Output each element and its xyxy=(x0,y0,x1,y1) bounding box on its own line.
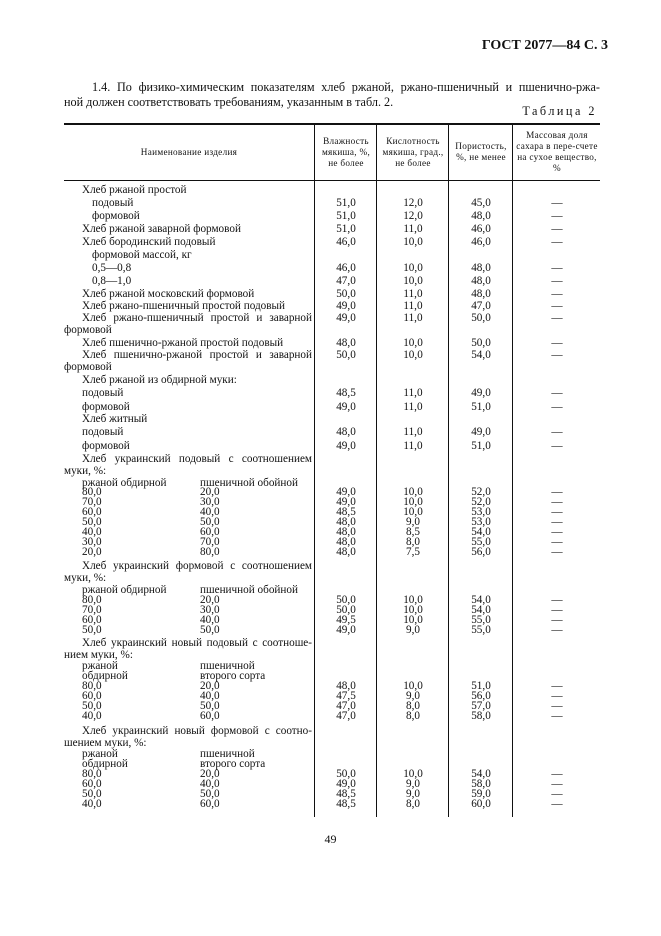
table-row xyxy=(64,440,600,453)
sugar-value: — xyxy=(551,210,563,222)
moisture-value: 49,0 xyxy=(336,496,356,508)
flour-share-wheat: 70,0 xyxy=(200,536,220,548)
porosity-value: 51,0 xyxy=(471,440,491,452)
product-name: Хлеб ржаной из обдирной муки: xyxy=(82,374,237,386)
sugar-value: — xyxy=(551,486,563,498)
acidity-value: 10,0 xyxy=(403,262,423,274)
table-row xyxy=(64,453,600,479)
product-name: подовый xyxy=(92,197,134,209)
product-name: 0,8—1,0 xyxy=(92,275,132,287)
moisture-value: 48,0 xyxy=(336,680,356,692)
product-name: формовой xyxy=(82,401,130,413)
column-header-porosity: Пористость, %, не менее xyxy=(455,141,507,162)
acidity-value: 10,0 xyxy=(403,506,423,518)
acidity-value: 11,0 xyxy=(403,223,423,235)
flour-share-rye: 60,0 xyxy=(82,506,102,518)
porosity-value: 46,0 xyxy=(471,223,491,235)
table-row xyxy=(64,197,600,210)
porosity-value: 54,0 xyxy=(471,594,491,606)
flour-share-wheat: 50,0 xyxy=(200,624,220,636)
product-name: Хлеб украинский формовой с соотношением муки, %: xyxy=(64,560,312,584)
flour-share-rye: ржаной xyxy=(82,748,118,760)
porosity-value: 56,0 xyxy=(471,690,491,702)
flour-share-wheat: пшеничной xyxy=(200,748,255,760)
acidity-value: 9,0 xyxy=(406,690,420,702)
intro-line-1: 1.4. По физико-химическим показателям хлеб ржаной, ржано-пшеничный и пшенично-ржа- xyxy=(92,80,600,94)
table-row xyxy=(64,262,600,275)
flour-share-wheat: 20,0 xyxy=(200,594,220,606)
flour-share-wheat: 60,0 xyxy=(200,710,220,722)
table-row xyxy=(64,312,600,338)
sugar-value: — xyxy=(551,546,563,558)
flour-share-rye: 80,0 xyxy=(82,680,102,692)
moisture-value: 48,0 xyxy=(336,516,356,528)
flour-share-wheat: 20,0 xyxy=(200,486,220,498)
porosity-value: 47,0 xyxy=(471,300,491,312)
porosity-value: 60,0 xyxy=(471,798,491,810)
flour-share-rye: 50,0 xyxy=(82,516,102,528)
porosity-value: 59,0 xyxy=(471,788,491,800)
acidity-value: 11,0 xyxy=(403,387,423,399)
sugar-value: — xyxy=(551,337,563,349)
intro-paragraph xyxy=(64,80,600,110)
table-row xyxy=(64,560,600,586)
sugar-value: — xyxy=(551,526,563,538)
sugar-value: — xyxy=(551,426,563,438)
moisture-value: 48,0 xyxy=(336,426,356,438)
sugar-value: — xyxy=(551,624,563,636)
porosity-value: 48,0 xyxy=(471,210,491,222)
flour-share-wheat: 60,0 xyxy=(200,526,220,538)
sugar-value: — xyxy=(551,516,563,528)
flour-share-rye: 50,0 xyxy=(82,700,102,712)
acidity-value: 8,0 xyxy=(406,700,420,712)
product-name: Хлеб украинский новый подовый с соотноше-нием муки, %: xyxy=(64,637,312,661)
page-number: 49 xyxy=(324,832,337,846)
porosity-value: 58,0 xyxy=(471,778,491,790)
moisture-value: 50,0 xyxy=(336,768,356,780)
moisture-value: 50,0 xyxy=(336,604,356,616)
sugar-value: — xyxy=(551,768,563,780)
flour-share-wheat: 20,0 xyxy=(200,768,220,780)
table-row xyxy=(64,184,600,197)
flour-share-wheat: 60,0 xyxy=(200,798,220,810)
acidity-value: 8,0 xyxy=(406,798,420,810)
product-name: подовый xyxy=(82,426,124,438)
acidity-value: 11,0 xyxy=(403,288,423,300)
table-row xyxy=(64,710,600,723)
product-name: Хлеб ржаной простой xyxy=(82,184,187,196)
moisture-value: 48,0 xyxy=(336,536,356,548)
table-row xyxy=(64,210,600,223)
moisture-value: 46,0 xyxy=(336,236,356,248)
sugar-value: — xyxy=(551,536,563,548)
porosity-value: 57,0 xyxy=(471,700,491,712)
acidity-value: 10,0 xyxy=(403,275,423,287)
porosity-value: 48,0 xyxy=(471,262,491,274)
moisture-value: 47,0 xyxy=(336,700,356,712)
table-caption: Таблица 2 xyxy=(522,104,597,118)
flour-share-wheat: 50,0 xyxy=(200,788,220,800)
acidity-value: 7,5 xyxy=(406,546,420,558)
table-row xyxy=(64,249,600,262)
flour-share-wheat: пшеничной обойной xyxy=(200,477,298,489)
table-row xyxy=(64,275,600,288)
flour-share-wheat: 50,0 xyxy=(200,700,220,712)
sugar-value: — xyxy=(551,288,563,300)
moisture-value: 48,5 xyxy=(336,506,356,518)
sugar-value: — xyxy=(551,778,563,790)
acidity-value: 9,0 xyxy=(406,788,420,800)
column-header-moisture: Влажность мякиша, %, не более xyxy=(321,135,371,168)
moisture-value: 49,5 xyxy=(336,614,356,626)
sugar-value: — xyxy=(551,401,563,413)
moisture-value: 49,0 xyxy=(336,300,356,312)
document-header: ГОСТ 2077—84 С. 3 xyxy=(481,38,608,53)
column-header-name: Наименование изделия xyxy=(140,146,238,157)
sugar-value: — xyxy=(551,262,563,274)
sugar-value: — xyxy=(551,506,563,518)
flour-share-rye: 50,0 xyxy=(82,788,102,800)
flour-share-rye: 60,0 xyxy=(82,614,102,626)
product-name: Хлеб житный xyxy=(82,413,148,425)
product-name: формовой xyxy=(82,440,130,452)
moisture-value: 50,0 xyxy=(336,288,356,300)
flour-share-rye: ржаной обдирной xyxy=(82,477,167,489)
moisture-value: 50,0 xyxy=(336,594,356,606)
sugar-value: — xyxy=(551,690,563,702)
moisture-value: 49,0 xyxy=(336,401,356,413)
flour-share-wheat: пшеничной xyxy=(200,660,255,672)
table-row xyxy=(64,236,600,249)
acidity-value: 11,0 xyxy=(403,312,423,324)
column-header-acidity: Кислотность мякиша, град., не более xyxy=(382,135,444,168)
flour-share-wheat: 40,0 xyxy=(200,614,220,626)
moisture-value: 46,0 xyxy=(336,262,356,274)
flour-share-wheat: 30,0 xyxy=(200,496,220,508)
flour-share-wheat: 40,0 xyxy=(200,690,220,702)
porosity-value: 54,0 xyxy=(471,526,491,538)
porosity-value: 54,0 xyxy=(471,349,491,361)
sugar-value: — xyxy=(551,614,563,626)
porosity-value: 58,0 xyxy=(471,710,491,722)
flour-share-rye: ржаной xyxy=(82,660,118,672)
table-row xyxy=(64,387,600,400)
sugar-value: — xyxy=(551,349,563,361)
product-name: 0,5—0,8 xyxy=(92,262,132,274)
flour-share-rye: 80,0 xyxy=(82,486,102,498)
product-name: подовый xyxy=(82,387,124,399)
sugar-value: — xyxy=(551,710,563,722)
table-row xyxy=(64,413,600,426)
sugar-value: — xyxy=(551,788,563,800)
acidity-value: 12,0 xyxy=(403,210,423,222)
product-name: Хлеб бородинский подовый xyxy=(82,236,216,248)
sugar-value: — xyxy=(551,440,563,452)
table-row xyxy=(64,624,600,637)
porosity-value: 54,0 xyxy=(471,604,491,616)
acidity-value: 10,0 xyxy=(403,680,423,692)
flour-share-rye: 80,0 xyxy=(82,768,102,780)
acidity-value: 9,0 xyxy=(406,778,420,790)
moisture-value: 48,0 xyxy=(336,526,356,538)
acidity-value: 11,0 xyxy=(403,401,423,413)
flour-share-wheat: 80,0 xyxy=(200,546,220,558)
flour-share-rye: ржаной обдирной xyxy=(82,584,167,596)
acidity-value: 11,0 xyxy=(403,300,423,312)
porosity-value: 48,0 xyxy=(471,288,491,300)
acidity-value: 8,0 xyxy=(406,536,420,548)
flour-share-rye: 70,0 xyxy=(82,604,102,616)
porosity-value: 50,0 xyxy=(471,312,491,324)
sugar-value: — xyxy=(551,680,563,692)
porosity-value: 48,0 xyxy=(471,275,491,287)
flour-share-rye: 70,0 xyxy=(82,496,102,508)
sugar-value: — xyxy=(551,594,563,606)
flour-share-rye: 80,0 xyxy=(82,594,102,606)
acidity-value: 9,0 xyxy=(406,516,420,528)
porosity-value: 56,0 xyxy=(471,546,491,558)
product-name: Хлеб ржано-пшеничный простой и заварной формовой xyxy=(64,312,312,336)
porosity-value: 53,0 xyxy=(471,516,491,528)
product-name: Хлеб пшенично-ржаной простой и заварной формовой xyxy=(64,349,312,373)
moisture-value: 47,0 xyxy=(336,275,356,287)
product-name: формовой массой, кг xyxy=(92,249,192,261)
porosity-value: 54,0 xyxy=(471,768,491,780)
acidity-value: 10,0 xyxy=(403,594,423,606)
moisture-value: 50,0 xyxy=(336,349,356,361)
flour-share-rye: 50,0 xyxy=(82,624,102,636)
table-header-rule xyxy=(64,180,600,181)
moisture-value: 51,0 xyxy=(336,197,356,209)
sugar-value: — xyxy=(551,223,563,235)
table-row xyxy=(64,546,600,559)
table-row xyxy=(64,349,600,375)
table-row xyxy=(64,798,600,811)
flour-share-rye: обдирной xyxy=(82,670,128,682)
sugar-value: — xyxy=(551,798,563,810)
flour-share-rye: обдирной xyxy=(82,758,128,770)
flour-share-wheat: второго сорта xyxy=(200,670,266,682)
acidity-value: 10,0 xyxy=(403,496,423,508)
acidity-value: 11,0 xyxy=(403,440,423,452)
acidity-value: 8,5 xyxy=(406,526,420,538)
table-row xyxy=(64,223,600,236)
flour-share-wheat: 30,0 xyxy=(200,604,220,616)
flour-share-wheat: 40,0 xyxy=(200,506,220,518)
moisture-value: 47,5 xyxy=(336,690,356,702)
porosity-value: 55,0 xyxy=(471,536,491,548)
moisture-value: 49,0 xyxy=(336,486,356,498)
porosity-value: 49,0 xyxy=(471,387,491,399)
column-header-sugar: Массовая доля сахара в пере-счете на сухое вещество, % xyxy=(516,130,598,173)
porosity-value: 52,0 xyxy=(471,496,491,508)
product-name: формовой xyxy=(92,210,140,222)
product-name: Хлеб ржаной заварной формовой xyxy=(82,223,241,235)
flour-share-rye: 40,0 xyxy=(82,710,102,722)
sugar-value: — xyxy=(551,300,563,312)
porosity-value: 50,0 xyxy=(471,337,491,349)
sugar-value: — xyxy=(551,312,563,324)
flour-share-rye: 40,0 xyxy=(82,526,102,538)
acidity-value: 9,0 xyxy=(406,624,420,636)
moisture-value: 48,5 xyxy=(336,798,356,810)
intro-line-2: ной должен соответствовать требованиям, указанным в табл. 2. xyxy=(64,95,394,109)
acidity-value: 10,0 xyxy=(403,337,423,349)
product-name: Хлеб ржаной московский формовой xyxy=(82,288,255,300)
porosity-value: 55,0 xyxy=(471,614,491,626)
moisture-value: 49,0 xyxy=(336,440,356,452)
acidity-value: 10,0 xyxy=(403,768,423,780)
table-row xyxy=(64,426,600,439)
porosity-value: 55,0 xyxy=(471,624,491,636)
sugar-value: — xyxy=(551,496,563,508)
flour-share-wheat: 40,0 xyxy=(200,778,220,790)
porosity-value: 51,0 xyxy=(471,680,491,692)
acidity-value: 10,0 xyxy=(403,614,423,626)
sugar-value: — xyxy=(551,236,563,248)
sugar-value: — xyxy=(551,700,563,712)
flour-share-wheat: пшеничной обойной xyxy=(200,584,298,596)
moisture-value: 51,0 xyxy=(336,223,356,235)
acidity-value: 10,0 xyxy=(403,486,423,498)
sugar-value: — xyxy=(551,387,563,399)
moisture-value: 48,0 xyxy=(336,337,356,349)
acidity-value: 11,0 xyxy=(403,426,423,438)
product-name: Хлеб украинский новый формовой с соотно-шением муки, %: xyxy=(64,725,312,749)
porosity-value: 51,0 xyxy=(471,401,491,413)
flour-share-wheat: 50,0 xyxy=(200,516,220,528)
sugar-value: — xyxy=(551,197,563,209)
acidity-value: 10,0 xyxy=(403,349,423,361)
acidity-value: 10,0 xyxy=(403,604,423,616)
flour-share-wheat: 20,0 xyxy=(200,680,220,692)
product-name: Хлеб пшенично-ржаной простой подовый xyxy=(82,337,284,349)
flour-share-rye: 30,0 xyxy=(82,536,102,548)
porosity-value: 53,0 xyxy=(471,506,491,518)
sugar-value: — xyxy=(551,275,563,287)
sugar-value: — xyxy=(551,604,563,616)
acidity-value: 12,0 xyxy=(403,197,423,209)
flour-share-rye: 40,0 xyxy=(82,798,102,810)
porosity-value: 45,0 xyxy=(471,197,491,209)
product-name: Хлеб ржано-пшеничный простой подовый xyxy=(82,300,286,312)
moisture-value: 47,0 xyxy=(336,710,356,722)
acidity-value: 10,0 xyxy=(403,236,423,248)
product-name: Хлеб украинский подовый с соотношением муки, %: xyxy=(64,453,312,477)
porosity-value: 46,0 xyxy=(471,236,491,248)
flour-share-wheat: второго сорта xyxy=(200,758,266,770)
acidity-value: 8,0 xyxy=(406,710,420,722)
moisture-value: 48,0 xyxy=(336,546,356,558)
table-row xyxy=(64,374,600,387)
flour-share-rye: 60,0 xyxy=(82,690,102,702)
moisture-value: 48,5 xyxy=(336,788,356,800)
moisture-value: 51,0 xyxy=(336,210,356,222)
porosity-value: 49,0 xyxy=(471,426,491,438)
moisture-value: 49,0 xyxy=(336,778,356,790)
moisture-value: 49,0 xyxy=(336,312,356,324)
moisture-value: 48,5 xyxy=(336,387,356,399)
porosity-value: 52,0 xyxy=(471,486,491,498)
flour-share-rye: 60,0 xyxy=(82,778,102,790)
moisture-value: 49,0 xyxy=(336,624,356,636)
flour-share-rye: 20,0 xyxy=(82,546,102,558)
